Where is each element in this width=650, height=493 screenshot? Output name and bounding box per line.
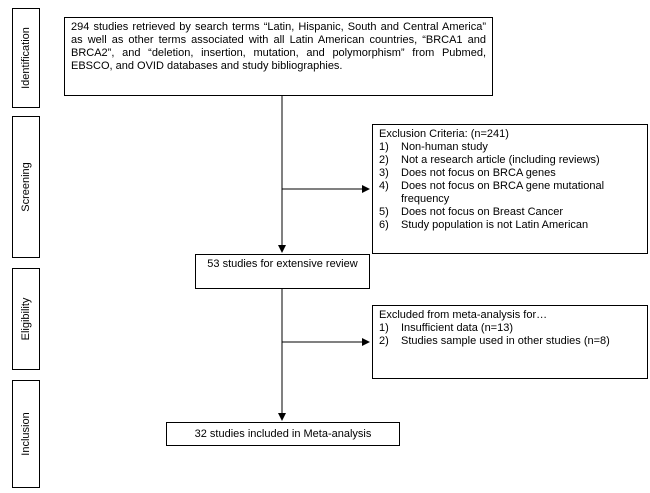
excluded-meta-item: 2) Studies sample used in other studies (n=8): [379, 335, 610, 347]
exclusion-item: 5) Does not focus on Breast Cancer: [379, 206, 564, 218]
included-box: [166, 422, 400, 446]
stage-label: Eligibility: [20, 297, 32, 341]
exclusion-item: 3) Does not focus on BRCA genes: [379, 167, 556, 179]
excluded-meta-title: Excluded from meta-analysis for…: [379, 309, 548, 321]
excluded-meta-box: [372, 305, 648, 379]
included-text: 32 studies included in Meta-analysis: [194, 428, 372, 440]
exclusion-criteria-box: [372, 124, 648, 254]
exclusion-item: 6) Study population is not Latin American: [379, 219, 589, 231]
exclusion-item: 2) Not a research article (including reviews): [379, 154, 600, 166]
identification-text: 294 studies retrieved by search terms “Latin, Hispanic, South and Central America” as well as other terms associated with all Latin American countries, “BRCA1 and BRCA2”, and “deletion, insertion, mutation, and polymorphism” from Pubmed, EBSCO, and OVID databases and study bibliographies.: [71, 21, 486, 72]
exclusion-item: 1) Non-human study: [379, 141, 488, 153]
stage-label: Inclusion: [20, 412, 32, 456]
exclusion-item: 4) Does not focus on BRCA gene mutational frequency: [379, 180, 605, 205]
stage-label: Screening: [20, 162, 32, 212]
stage-label: Identification: [20, 27, 32, 89]
review-text: 53 studies for extensive review: [207, 258, 358, 270]
identification-box: [64, 17, 493, 96]
exclusion-title: Exclusion Criteria: (n=241): [379, 128, 509, 140]
review-box: [195, 254, 370, 289]
excluded-meta-item: 1) Insufficient data (n=13): [379, 322, 514, 334]
